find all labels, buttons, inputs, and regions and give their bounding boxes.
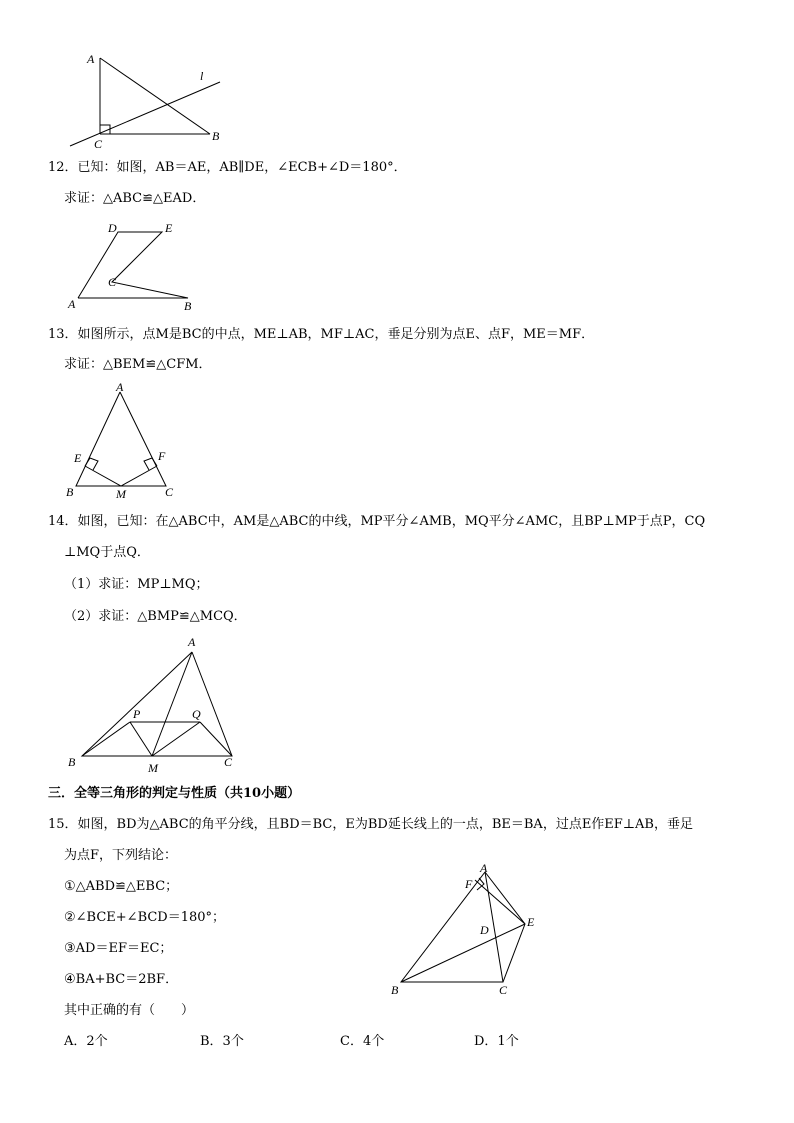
- label-E: E: [165, 221, 173, 235]
- label-l: l: [200, 69, 204, 83]
- q12-prove: 求证：△ABC≌△EAD．: [64, 191, 206, 206]
- q13-statement: 13．如图所示，点M是BC的中点，ME⊥AB，MF⊥AC，垂足分别为点E、点F，ME＝MF．: [48, 327, 595, 342]
- label-M: M: [148, 761, 158, 775]
- label-C: C: [94, 137, 103, 150]
- figure-q12: [60, 218, 210, 314]
- q15-option-a[interactable]: A．2个: [64, 1034, 108, 1049]
- q14-part2: （2）求证：△BMP≌△MCQ．: [64, 609, 247, 624]
- figure-q11: [60, 50, 230, 150]
- label-P: P: [133, 707, 141, 721]
- label-E: E: [74, 451, 82, 465]
- label-M: M: [116, 487, 126, 500]
- label-Q: Q: [192, 707, 201, 721]
- q15-statement: 15．如图，BD为△ABC的角平分线，且BD＝BC，E为BD延长线上的一点，BE＝BA，过点E作EF⊥AB，垂足: [48, 817, 693, 832]
- label-B: B: [68, 755, 76, 769]
- figure-q15: [385, 860, 545, 1000]
- q15-statement-cont: 为点F，下列结论：: [64, 848, 178, 863]
- q15-question: 其中正确的有（ ）: [64, 1003, 195, 1018]
- label-A: A: [188, 635, 196, 649]
- label-B: B: [184, 299, 192, 313]
- q14-statement: 14．如图，已知：在△ABC中，AM是△ABC的中线，MP平分∠AMB，MQ平分∠AMC，且BP⊥MP于点P，CQ: [48, 514, 706, 529]
- q13-prove: 求证：△BEM≌△CFM．: [64, 357, 212, 372]
- section-title: 三．全等三角形的判定与性质（共10小题）: [48, 786, 301, 801]
- q12-statement: 12．已知：如图，AB＝AE，AB∥DE，∠ECB+∠D＝180°．: [48, 160, 407, 175]
- q14-part1: （1）求证：MP⊥MQ；: [64, 577, 209, 592]
- label-A: A: [87, 52, 95, 66]
- q15-option-d[interactable]: D．1个: [474, 1034, 519, 1049]
- label-D: D: [108, 221, 117, 235]
- label-C: C: [165, 485, 174, 499]
- label-A: A: [480, 861, 488, 875]
- q15-option-b[interactable]: B．3个: [200, 1034, 244, 1049]
- label-B: B: [66, 485, 74, 499]
- label-C: C: [224, 755, 233, 769]
- q15-conclusion-1: ①△ABD≌△EBC；: [64, 879, 179, 894]
- q14-statement-cont: ⊥MQ于点Q．: [64, 545, 150, 560]
- label-C: C: [108, 275, 117, 289]
- q15-option-c[interactable]: C．4个: [340, 1034, 385, 1049]
- q15-conclusion-3: ③AD＝EF＝EC；: [64, 941, 173, 956]
- label-F: F: [158, 449, 166, 463]
- label-A: A: [116, 382, 124, 394]
- label-E: E: [527, 915, 535, 929]
- q15-conclusion-2: ②∠BCE+∠BCD＝180°；: [64, 910, 226, 925]
- figure-q14: [60, 632, 250, 776]
- label-A: A: [68, 297, 76, 311]
- label-B: B: [391, 983, 399, 997]
- label-D: D: [480, 923, 489, 937]
- q15-conclusion-4: ④BA+BC＝2BF．: [64, 972, 179, 987]
- label-B: B: [212, 129, 220, 143]
- label-C: C: [499, 983, 508, 997]
- figure-q13: [60, 382, 190, 500]
- label-F: F: [465, 877, 473, 891]
